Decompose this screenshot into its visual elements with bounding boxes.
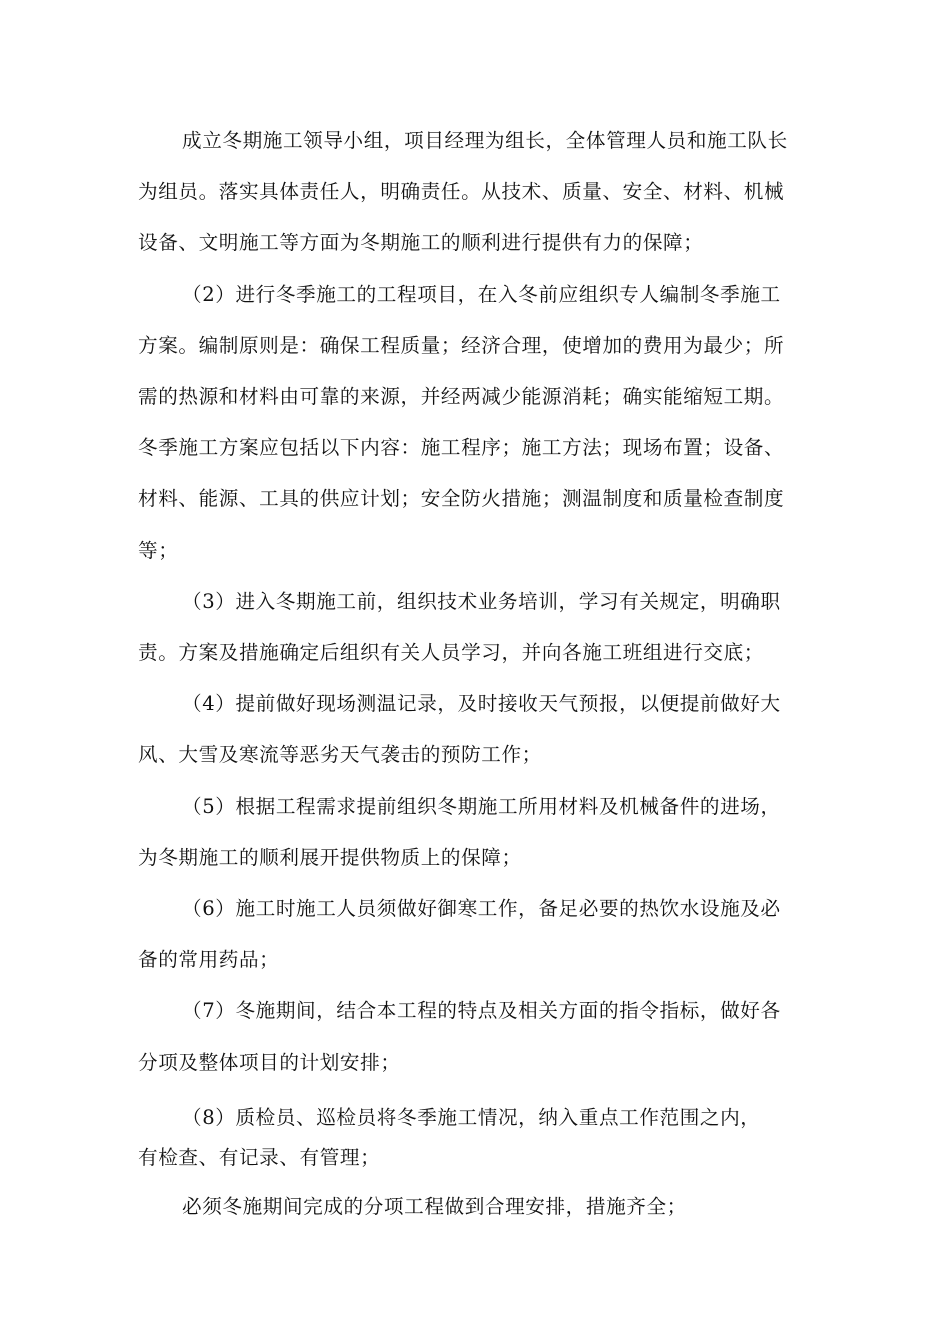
text-line: 责。方案及措施确定后组织有关人员学习，并向各施工班组进行交底； bbox=[138, 641, 765, 665]
paragraph-leadership-group bbox=[138, 115, 828, 269]
text-line: 备的常用药品； bbox=[138, 948, 280, 972]
document-body bbox=[138, 115, 828, 1227]
paragraph-item-2 bbox=[138, 269, 828, 576]
text-line: 分项及整体项目的计划安排； bbox=[138, 1050, 401, 1074]
text-line: 为组员。落实具体责任人，明确责任。从技术、质量、安全、材料、机械 bbox=[138, 180, 785, 204]
text-line: 等； bbox=[138, 538, 179, 562]
text-line: 设备、文明施工等方面为冬期施工的顺利进行提供有力的保障； bbox=[138, 231, 704, 255]
paragraph-item-3 bbox=[138, 576, 828, 678]
paragraph-closing bbox=[138, 1187, 828, 1227]
text-line: （6）施工时施工人员须做好御寒工作，备足必要的热饮水设施及必 bbox=[182, 897, 781, 921]
text-line: （3）进入冬期施工前，组织技术业务培训，学习有关规定，明确职 bbox=[182, 589, 781, 613]
text-line: （4）提前做好现场测温记录，及时接收天气预报，以便提前做好大 bbox=[182, 692, 781, 716]
text-line: （7）冬施期间，结合本工程的特点及相关方面的指令指标，做好各 bbox=[182, 999, 781, 1023]
text-line: 风、大雪及寒流等恶劣天气袭击的预防工作； bbox=[138, 743, 542, 767]
text-line: 冬季施工方案应包括以下内容：施工程序；施工方法；现场布置；设备、 bbox=[138, 436, 785, 460]
paragraph-item-7 bbox=[138, 985, 828, 1087]
text-line: 为冬期施工的顺利展开提供物质上的保障； bbox=[138, 845, 522, 869]
text-line: （2）进行冬季施工的工程项目，在入冬前应组织专人编制冬季施工 bbox=[182, 282, 781, 306]
paragraph-item-5 bbox=[138, 781, 828, 883]
text-line: 成立冬期施工领导小组，项目经理为组长，全体管理人员和施工队长 bbox=[182, 129, 788, 152]
paragraph-item-4 bbox=[138, 678, 828, 780]
text-line: （8）质检员、巡检员将冬季施工情况，纳入重点工作范围之内， bbox=[182, 1105, 761, 1129]
text-line: 方案。编制原则是：确保工程质量；经济合理，使增加的费用为最少；所 bbox=[138, 333, 785, 357]
text-line: 需的热源和材料由可靠的来源，并经两减少能源消耗；确实能缩短工期。 bbox=[138, 385, 785, 409]
text-line: 有检查、有记录、有管理； bbox=[138, 1145, 381, 1169]
paragraph-item-8 bbox=[138, 1098, 828, 1178]
paragraph-item-6 bbox=[138, 883, 828, 985]
text-line: 必须冬施期间完成的分项工程做到合理安排，措施齐全； bbox=[182, 1194, 687, 1218]
text-line: （5）根据工程需求提前组织冬期施工所用材料及机械备件的进场， bbox=[182, 794, 781, 818]
text-line: 材料、能源、工具的供应计划；安全防火措施；测温制度和质量检查制度 bbox=[138, 487, 785, 511]
